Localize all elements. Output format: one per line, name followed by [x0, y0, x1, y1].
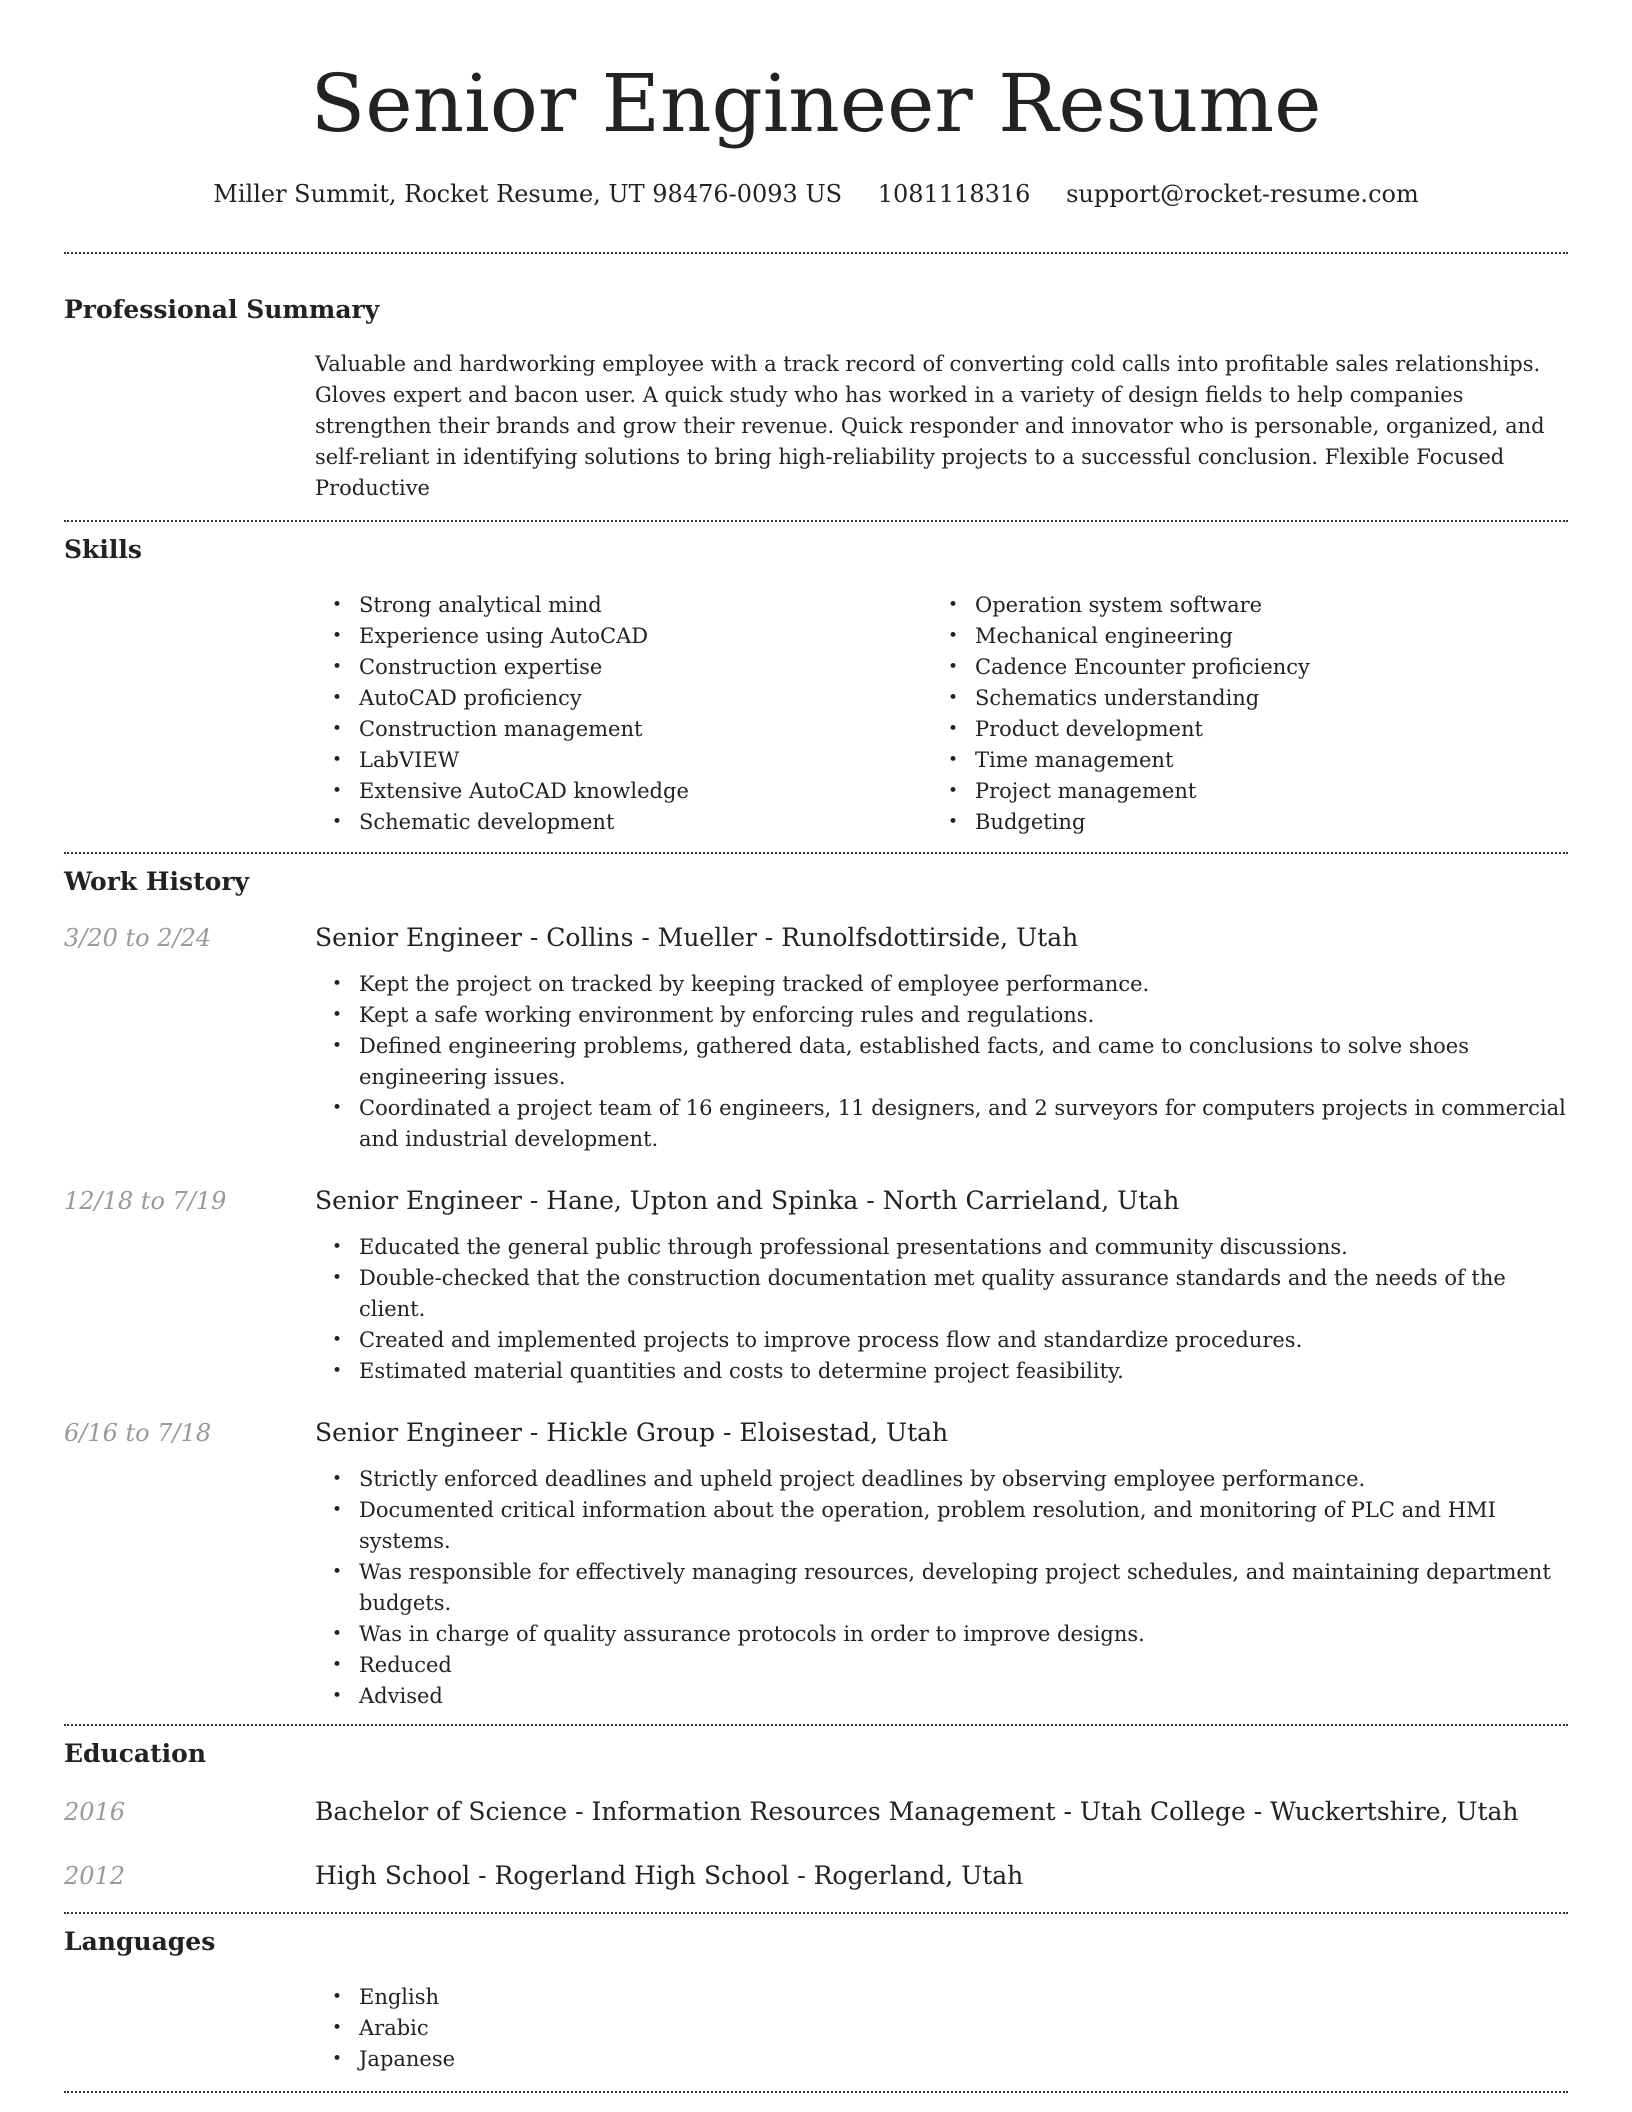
languages-heading: Languages [64, 1927, 216, 1956]
section-divider [64, 252, 1568, 254]
languages-section [64, 1926, 1568, 2075]
section-divider [64, 2091, 1568, 2093]
job-entry [64, 1417, 1568, 1712]
job-bullet: • Strictly enforced deadlines and upheld project deadlines by observing employee performance. [315, 1464, 1568, 1495]
section-divider [64, 1912, 1568, 1914]
job-bullet: • Educated the general public through professional presentations and community discussions. [315, 1232, 1568, 1263]
contact-email: support@rocket-resume.com [1066, 180, 1419, 208]
job-bullet: • Defined engineering problems, gathered data, established facts, and came to conclusions to solve shoes engineering issues. [315, 1031, 1568, 1093]
skill-item: • Product development [931, 714, 1547, 745]
job-bullet: • Coordinated a project team of 16 engineers, 11 designers, and 2 surveyors for computers projects in commercial and industrial development. [315, 1093, 1568, 1155]
job-entry [64, 922, 1568, 1155]
section-divider [64, 1724, 1568, 1726]
skill-item: • Operation system software [931, 590, 1547, 621]
job-bullets [315, 969, 1568, 1155]
job-title: Senior Engineer - Hickle Group - Eloisestad, Utah [315, 1418, 949, 1447]
skills-list-left [315, 590, 931, 838]
section-divider [64, 852, 1568, 854]
job-bullet: • Documented critical information about the operation, problem resolution, and monitoring of PLC and HMI systems. [315, 1495, 1568, 1557]
skill-item: • Project management [931, 776, 1547, 807]
skill-item: • Construction expertise [315, 652, 931, 683]
job-title: Senior Engineer - Collins - Mueller - Runolfsdottirside, Utah [315, 923, 1079, 952]
skill-item: • Time management [931, 745, 1547, 776]
education-entry [64, 1860, 1568, 1892]
job-body [315, 1417, 1568, 1712]
skills-heading: Skills [64, 535, 142, 564]
job-bullet: • Estimated material quantities and costs to determine project feasibility. [315, 1356, 1568, 1387]
contact-phone: 1081118316 [877, 180, 1031, 208]
language-item: • Japanese [315, 2044, 1568, 2075]
education-degree: Bachelor of Science - Information Resources Management - Utah College - Wuckertshire, Utah [315, 1797, 1519, 1826]
job-bullet: • Advised [315, 1681, 1568, 1712]
skill-item: • LabVIEW [315, 745, 931, 776]
language-item: • English [315, 1982, 1568, 2013]
skill-item: • Construction management [315, 714, 931, 745]
job-dates: 3/20 to 2/24 [64, 924, 212, 952]
summary-section [64, 294, 1568, 504]
section-divider [64, 520, 1568, 522]
resume-title: Senior Engineer Resume [310, 57, 1322, 150]
job-bullet: • Was responsible for effectively managing resources, developing project schedules, and maintaining department budgets. [315, 1557, 1568, 1619]
job-dates: 12/18 to 7/19 [64, 1187, 227, 1215]
skills-grid [315, 590, 1568, 838]
skill-item: • AutoCAD proficiency [315, 683, 931, 714]
education-heading: Education [64, 1739, 207, 1768]
job-bullets [315, 1232, 1568, 1387]
skill-item: • Extensive AutoCAD knowledge [315, 776, 931, 807]
skill-item: • Cadence Encounter proficiency [931, 652, 1547, 683]
languages-list [315, 1982, 1568, 2075]
language-item: • Arabic [315, 2013, 1568, 2044]
skill-item: • Mechanical engineering [931, 621, 1547, 652]
skill-item: • Experience using AutoCAD [315, 621, 931, 652]
spacer [64, 1892, 1568, 1912]
education-body [315, 1860, 1568, 1892]
job-bullet: • Was in charge of quality assurance protocols in order to improve designs. [315, 1619, 1568, 1650]
education-degree: High School - Rogerland High School - Rogerland, Utah [315, 1861, 1024, 1890]
work-history-heading: Work History [64, 867, 250, 896]
job-bullet: • Created and implemented projects to improve process flow and standardize procedures. [315, 1325, 1568, 1356]
skills-section [64, 534, 1568, 838]
education-year: 2012 [64, 1862, 126, 1890]
summary-text: Valuable and hardworking employee with a track record of converting cold calls into profitable sales relationships. Gloves expert and bacon user. A quick study who has worked in a variety of design fields to help companies strengthen their brands and grow their revenue. Quick responder and innovator who is personable, organized, and self-reliant in identifying solutions to bring high-reliability projects to a successful conclusion. Flexible Focused Productive [315, 352, 1545, 500]
resume-header [64, 56, 1568, 210]
job-entry [64, 1185, 1568, 1387]
skills-list-right [931, 590, 1547, 838]
job-title: Senior Engineer - Hane, Upton and Spinka - North Carrieland, Utah [315, 1186, 1180, 1215]
skill-item: • Strong analytical mind [315, 590, 931, 621]
contact-line [64, 178, 1568, 210]
education-body [315, 1796, 1568, 1828]
job-bullet: • Kept a safe working environment by enforcing rules and regulations. [315, 1000, 1568, 1031]
education-year: 2016 [64, 1798, 126, 1826]
job-bullet: • Kept the project on tracked by keeping tracked of employee performance. [315, 969, 1568, 1000]
job-body [315, 922, 1568, 1155]
education-entry [64, 1796, 1568, 1828]
job-bullet: • Double-checked that the construction documentation met quality assurance standards and the needs of the client. [315, 1263, 1568, 1325]
contact-address: Miller Summit, Rocket Resume, UT 98476-0093 US [213, 180, 843, 208]
skill-item: • Schematics understanding [931, 683, 1547, 714]
job-bullets [315, 1464, 1568, 1712]
job-body [315, 1185, 1568, 1387]
job-dates: 6/16 to 7/18 [64, 1419, 212, 1447]
skill-item: • Budgeting [931, 807, 1547, 838]
summary-heading: Professional Summary [64, 295, 380, 324]
work-history-section [64, 866, 1568, 1712]
skill-item: • Schematic development [315, 807, 931, 838]
job-bullet: • Reduced [315, 1650, 1568, 1681]
education-section [64, 1738, 1568, 1912]
